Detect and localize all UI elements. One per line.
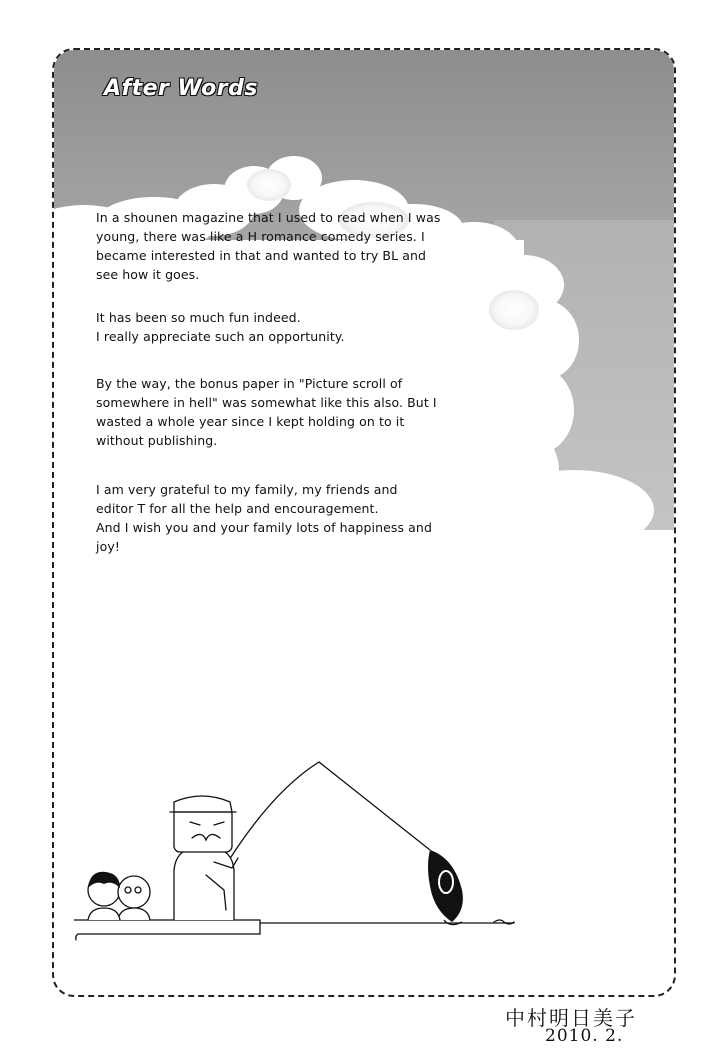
paragraph-1	[96, 208, 476, 284]
text-line: It has been so much fun indeed.	[96, 310, 301, 325]
text-line: young, there was like a H romance comedy series. I	[96, 229, 425, 244]
author-signature: 中村明日美子	[505, 1006, 637, 1030]
cloud-sky-illustration	[54, 50, 674, 530]
text-line: joy!	[96, 539, 120, 554]
dashed-frame	[52, 48, 676, 997]
page-title: After Words	[104, 76, 258, 101]
text-line: without publishing.	[96, 433, 218, 448]
text-line: editor T for all the help and encouragement.	[96, 501, 379, 516]
signature-date: 2010. 2.	[545, 1026, 624, 1046]
fish-icon	[428, 850, 463, 925]
text-line: In a shounen magazine that I used to read when I was	[96, 210, 441, 225]
text-line: see how it goes.	[96, 267, 200, 282]
paragraph-3	[96, 374, 476, 450]
fishing-illustration	[74, 750, 554, 960]
text-line: By the way, the bonus paper in "Picture scroll of	[96, 376, 403, 391]
paragraph-4	[96, 480, 476, 556]
text-line: And I wish you and your family lots of happiness and	[96, 520, 432, 535]
text-line: I am very grateful to my family, my friends and	[96, 482, 398, 497]
text-line: I really appreciate such an opportunity.	[96, 329, 345, 344]
paragraph-2	[96, 308, 476, 346]
text-line: wasted a whole year since I kept holding on to it	[96, 414, 405, 429]
text-line: became interested in that and wanted to try BL and	[96, 248, 427, 263]
text-line: somewhere in hell" was somewhat like this also. But I	[96, 395, 437, 410]
